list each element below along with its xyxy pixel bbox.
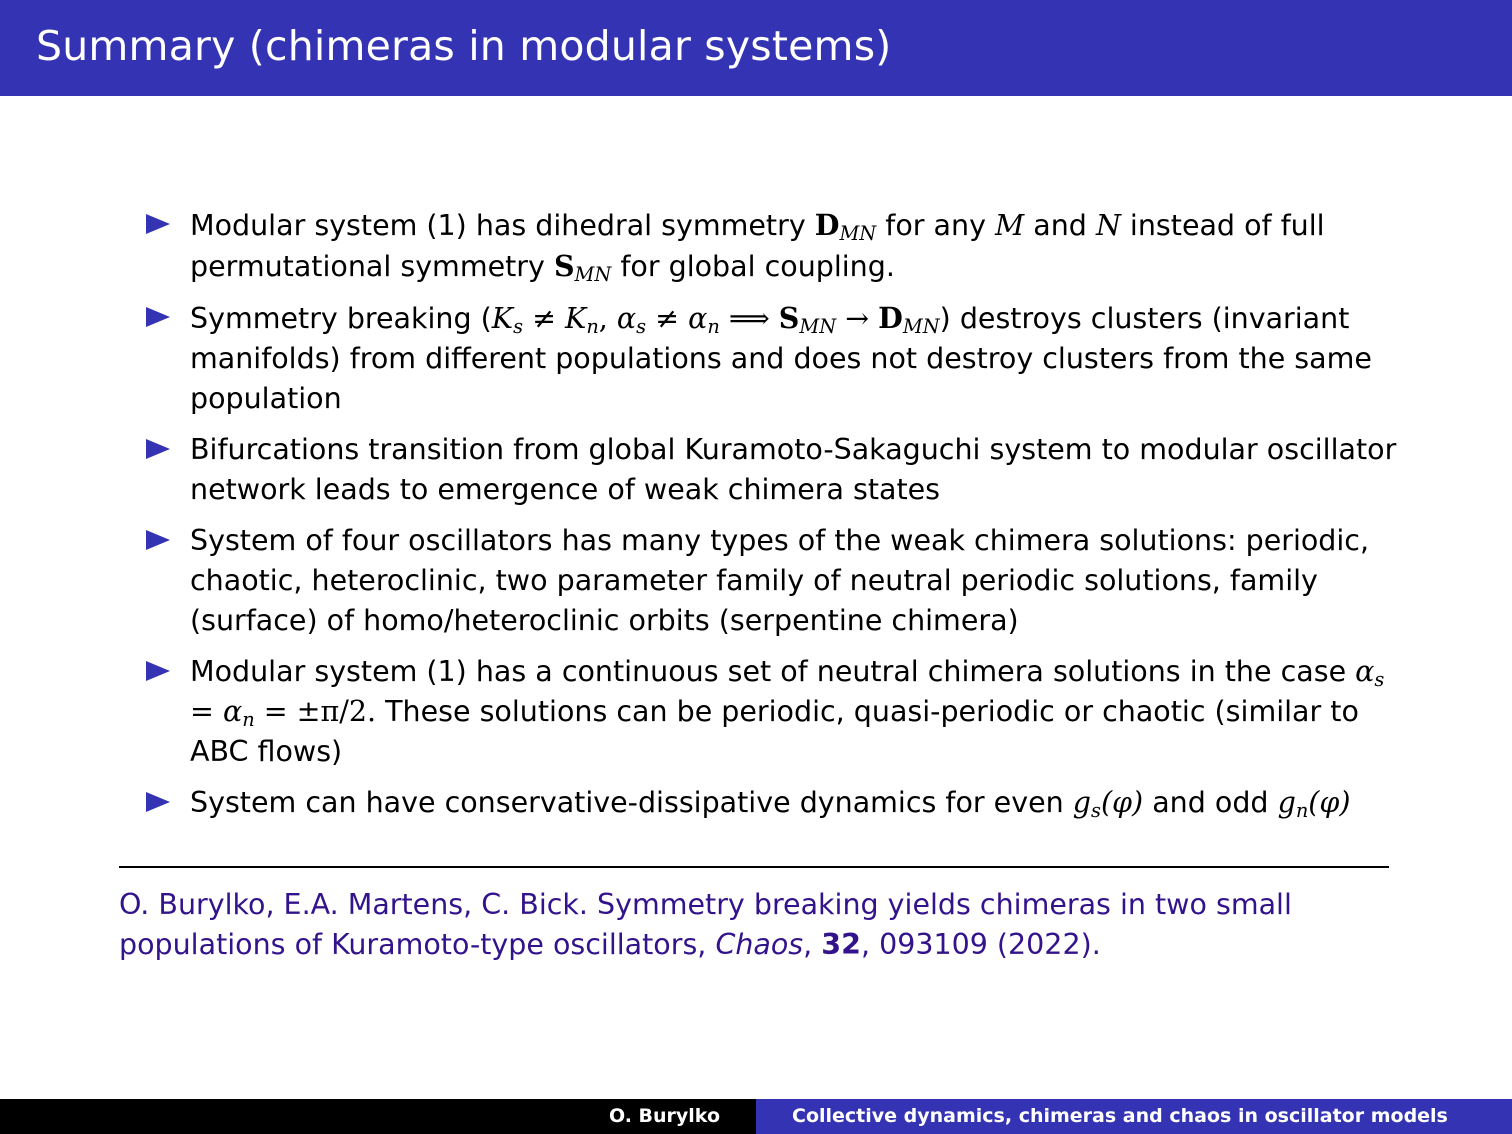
footer-talk-title: Collective dynamics, chimeras and chaos in oscillator models xyxy=(792,1105,1448,1127)
journal-name: Chaos xyxy=(715,928,804,961)
journal-volume: 32 xyxy=(821,928,861,961)
bullet-item: Modular system (1) has a continuous set of neutral chimera solutions in the case $\alpha_s = \alpha_n = \pm\pi/2$. These solutions can be periodic, quasi-periodic or chaotic (similar to ABC flows) xyxy=(146,652,1406,772)
triangle-bullet-icon xyxy=(146,661,170,681)
footer-author: O. Burylko xyxy=(608,1105,720,1127)
bullet-item: System can have conservative-dissipative dynamics for even $g_s(\varphi)$ and odd $g_n(\varphi)$ xyxy=(146,783,1406,823)
footer-title-section xyxy=(756,1099,1512,1134)
triangle-bullet-icon xyxy=(146,439,170,459)
triangle-bullet-icon xyxy=(146,530,170,550)
footer-author-section xyxy=(0,1099,756,1134)
math-N: N xyxy=(1095,209,1121,242)
triangle-bullet-icon xyxy=(146,214,170,234)
bullet-item: System of four oscillators has many types of the weak chimera solutions: periodic, chaotic, heteroclinic, two parameter family of neutral periodic solutions, family (surface) of homo/heteroclinic orbits (serpentine chimera) xyxy=(146,521,1406,641)
math-symmetric-group: S xyxy=(553,249,575,283)
triangle-bullet-icon xyxy=(146,307,170,327)
bullet-list xyxy=(146,205,1406,834)
slide-title: Summary (chimeras in modular systems) xyxy=(36,22,892,70)
math-M: M xyxy=(995,209,1025,242)
bullet-item: Bifurcations transition from global Kuramoto-Sakaguchi system to modular oscillator network leads to emergence of weak chimera states xyxy=(146,430,1406,510)
bullet-item: Modular system (1) has dihedral symmetry $D_{MN}$ for any M and N instead of full permutational symmetry $S_{MN}$ for global coupling. xyxy=(146,205,1406,287)
reference-citation: O. Burylko, E.A. Martens, C. Bick. Symmetry breaking yields chimeras in two small populations of Kuramoto-type oscillators, Chaos, 32, 093109 (2022). xyxy=(119,888,1292,961)
title-bar xyxy=(0,0,1512,96)
math-dihedral-group: D xyxy=(814,208,840,242)
footnote-divider xyxy=(119,866,1389,868)
bullet-item: Symmetry breaking ($K_s \ne K_n$, $\alpha_s \ne \alpha_n$ ⟹ $S_{MN} \to D_{MN}$) destroys clusters (invariant manifolds) from different populations and does not destroy clusters from the same population xyxy=(146,298,1406,419)
triangle-bullet-icon xyxy=(146,792,170,812)
